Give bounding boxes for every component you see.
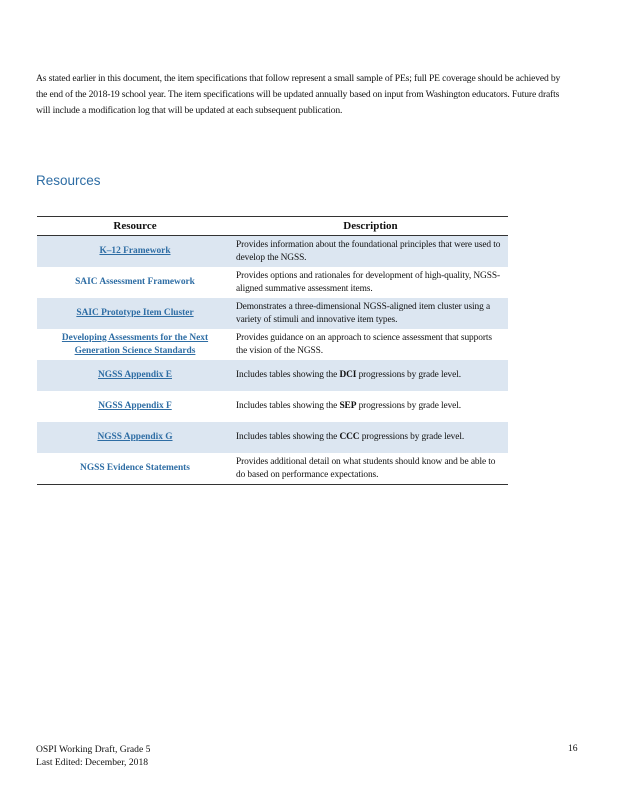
description-cell: Provides additional detail on what students should know and be able to do based on performance expectations.: [233, 453, 508, 485]
table-row: [37, 329, 508, 360]
description-cell: [233, 360, 508, 391]
header-resource: Resource: [37, 217, 233, 236]
table-row: [37, 360, 508, 391]
table-row: [37, 236, 508, 268]
footer-edited-date: Last Edited: December, 2018: [36, 757, 149, 768]
description-cell: Provides options and rationales for development of high-quality, NGSS-aligned summative assessment items.: [236, 270, 500, 294]
description-text: Includes tables showing the: [236, 370, 340, 380]
resource-link-ngss-appendix-e[interactable]: NGSS Appendix E: [98, 370, 172, 380]
description-emphasis: CCC: [339, 432, 360, 442]
resource-link-saic-prototype-item-cluster[interactable]: SAIC Prototype Item Cluster: [76, 308, 194, 318]
description-emphasis: DCI: [339, 370, 357, 380]
description-cell: [233, 422, 508, 453]
description-text: Includes tables showing the: [236, 401, 340, 411]
section-heading: Resources: [36, 173, 101, 188]
header-description: Description: [233, 217, 508, 236]
table-row: [37, 298, 508, 329]
table-row: [37, 422, 508, 453]
resource-link-developing-assessments[interactable]: Developing Assessments for the Next Generation Science Standards: [61, 332, 209, 356]
footer-draft-label: OSPI Working Draft, Grade 5: [36, 744, 151, 755]
description-text: Includes tables showing the: [236, 432, 340, 442]
description-cell: Provides guidance on an approach to science assessment that supports the vision of the NGSS.: [236, 332, 492, 356]
resource-label-ngss-evidence-statements: NGSS Evidence Statements: [80, 463, 190, 473]
table-row: [37, 391, 508, 422]
table-row: [37, 453, 508, 485]
description-emphasis: SEP: [339, 401, 357, 411]
description-text: progressions by grade level.: [359, 432, 465, 442]
intro-paragraph: As stated earlier in this document, the item specifications that follow represent a small sample of PEs; full PE coverage should be achieved by the end of the 2018-19 school year. The item specifications will be updated annually based on input from Washington educators. Future drafts will include a modification log that will be updated at each subsequent publication.: [36, 73, 561, 117]
description-cell: [233, 391, 508, 422]
table-row: [37, 267, 508, 298]
description-cell: Demonstrates a three-dimensional NGSS-aligned item cluster using a variety of stimuli and innovative item types.: [233, 298, 508, 329]
resource-link-ngss-appendix-f[interactable]: NGSS Appendix F: [98, 401, 172, 411]
resources-table: [37, 216, 508, 485]
description-text: progressions by grade level.: [356, 401, 461, 411]
resource-label-saic-assessment-framework: SAIC Assessment Framework: [75, 277, 195, 287]
resource-link-k12-framework[interactable]: K–12 Framework: [99, 246, 171, 256]
description-cell: Provides information about the foundational principles that were used to develop the NGSS.: [233, 236, 508, 268]
page-number: 16: [568, 743, 578, 754]
page-footer: [36, 743, 150, 769]
description-text: progressions by grade level.: [356, 370, 461, 380]
resource-link-ngss-appendix-g[interactable]: NGSS Appendix G: [97, 432, 173, 442]
table-header-row: [37, 217, 508, 236]
